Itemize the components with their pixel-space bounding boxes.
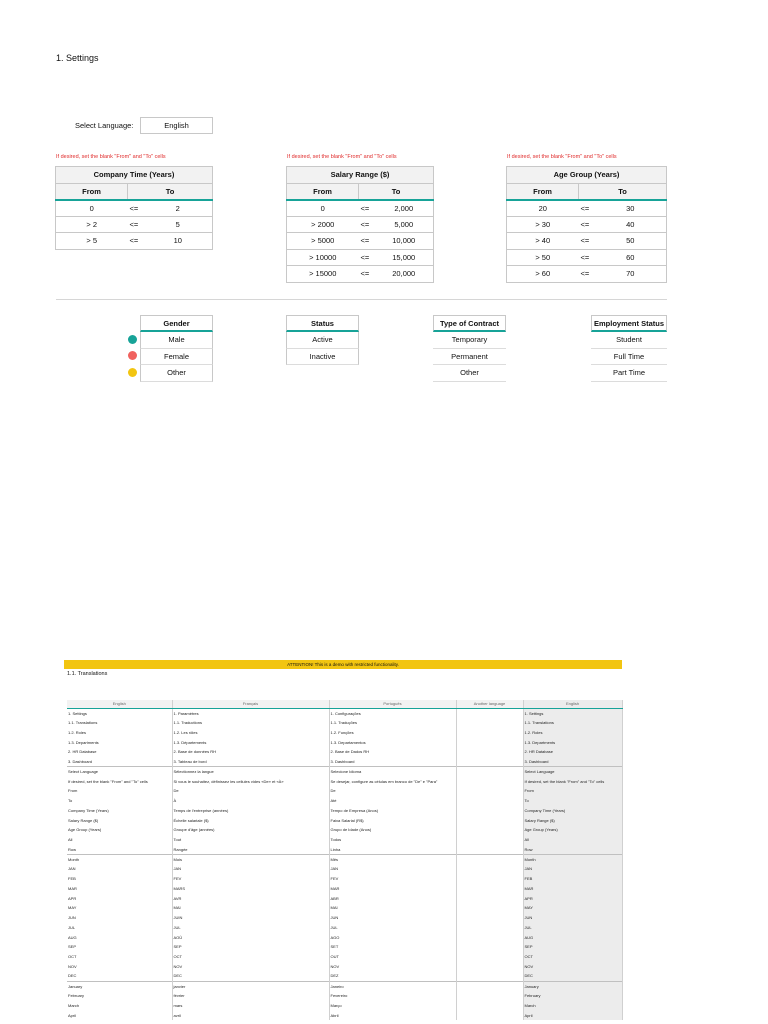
operator-cell: <= <box>359 266 375 283</box>
translation-cell[interactable]: 1.3. Departamentos <box>329 737 456 747</box>
translation-cell[interactable]: Select Language <box>67 767 172 777</box>
from-cell[interactable]: > 2000 <box>287 216 359 233</box>
translation-cell[interactable]: Até <box>329 796 456 806</box>
table-row <box>67 737 622 747</box>
table-row <box>67 767 622 777</box>
to-cell[interactable]: 60 <box>595 249 667 266</box>
list-item[interactable]: Full Time <box>591 349 667 366</box>
operator-cell: <= <box>359 216 375 233</box>
translation-cell[interactable] <box>456 806 523 816</box>
translation-cell[interactable]: February <box>67 991 172 1001</box>
translation-cell[interactable]: MAR <box>523 884 622 894</box>
from-cell[interactable]: 20 <box>507 200 579 217</box>
translation-cell[interactable]: JUL <box>172 923 329 933</box>
table-row <box>507 216 667 233</box>
table-row <box>67 874 622 884</box>
translation-cell[interactable]: 1. Settings <box>67 708 172 718</box>
translation-cell[interactable]: 1.3. Departments <box>67 737 172 747</box>
translation-cell[interactable]: 1.2. Les rôles <box>172 728 329 738</box>
table-row <box>67 845 622 855</box>
list-item[interactable]: Male <box>140 332 213 349</box>
translation-cell[interactable]: Mês <box>329 854 456 864</box>
translation-cell[interactable]: MAY <box>523 903 622 913</box>
company-time-from-header: From <box>56 183 128 200</box>
translation-cell[interactable]: MARS <box>172 884 329 894</box>
translation-cell[interactable] <box>456 718 523 728</box>
list-item[interactable]: Inactive <box>286 349 359 366</box>
translation-cell[interactable]: SEP <box>172 942 329 952</box>
translations-subtitle: 1.1. Translations <box>67 671 108 677</box>
table-row <box>67 776 622 786</box>
translation-cell[interactable]: février <box>172 991 329 1001</box>
employment-title: Employment Status <box>591 315 667 332</box>
translation-cell[interactable]: Month <box>67 854 172 864</box>
translation-cell[interactable]: Si vous le souhaitez, définissez les cellules vides «De» et «À» <box>172 776 329 786</box>
gender-list <box>140 315 213 382</box>
translation-cell[interactable]: OCT <box>523 952 622 962</box>
list-item[interactable]: Part Time <box>591 365 667 382</box>
employment-list <box>591 315 667 382</box>
translation-cell[interactable]: January <box>523 981 622 991</box>
translation-cell[interactable]: Age Group (Years) <box>67 825 172 835</box>
table-row <box>507 266 667 283</box>
operator-cell: <= <box>579 266 595 283</box>
from-cell[interactable]: > 50 <box>507 249 579 266</box>
translation-cell[interactable]: Company Time (Years) <box>523 806 622 816</box>
translation-cell[interactable] <box>456 796 523 806</box>
table-row <box>56 216 213 233</box>
to-cell[interactable]: 2,000 <box>375 200 434 217</box>
table-row <box>507 249 667 266</box>
table-row <box>67 854 622 864</box>
translation-cell[interactable] <box>456 971 523 981</box>
translation-cell[interactable]: NOV <box>172 962 329 972</box>
translation-cell[interactable]: From <box>67 786 172 796</box>
translation-cell[interactable] <box>456 776 523 786</box>
table-row <box>287 216 434 233</box>
list-item[interactable]: Permanent <box>433 349 506 366</box>
column-header-selected-language: English <box>523 700 622 708</box>
company-time-table <box>55 166 213 250</box>
translation-cell[interactable]: JAN <box>67 864 172 874</box>
translation-cell[interactable]: AUG <box>67 932 172 942</box>
translation-cell[interactable]: JUL <box>67 923 172 933</box>
translation-cell[interactable]: Faixa Salarial (R$) <box>329 815 456 825</box>
from-cell[interactable]: > 5000 <box>287 233 359 250</box>
translation-cell[interactable] <box>456 1001 523 1011</box>
translation-cell[interactable]: MAI <box>172 903 329 913</box>
table-row <box>67 806 622 816</box>
translation-cell[interactable]: 1. Configurações <box>329 708 456 718</box>
from-cell[interactable]: > 15000 <box>287 266 359 283</box>
translation-cell[interactable]: 3. Tableau de bord <box>172 757 329 767</box>
translation-cell[interactable]: 1.2. Roles <box>523 728 622 738</box>
translation-cell[interactable]: Selecione Idioma <box>329 767 456 777</box>
translation-cell[interactable]: Março <box>329 1001 456 1011</box>
to-cell[interactable]: 10 <box>144 233 213 250</box>
translation-cell[interactable]: Salary Range ($) <box>67 815 172 825</box>
translation-cell[interactable]: janvier <box>172 981 329 991</box>
translation-cell[interactable]: 3. Dashboard <box>329 757 456 767</box>
translation-cell[interactable]: APR <box>523 893 622 903</box>
language-select[interactable]: English <box>140 117 213 134</box>
translation-cell[interactable]: Company Time (Years) <box>67 806 172 816</box>
translation-cell[interactable]: JUL <box>523 923 622 933</box>
translation-cell[interactable]: 2. Base de Dados RH <box>329 747 456 757</box>
translation-cell[interactable] <box>456 923 523 933</box>
translation-cell[interactable]: SEP <box>67 942 172 952</box>
table-row <box>67 757 622 767</box>
translation-cell[interactable]: JAN <box>523 864 622 874</box>
translation-cell[interactable]: NOV <box>329 962 456 972</box>
translation-cell[interactable]: Grupo de Idade (Anos) <box>329 825 456 835</box>
page-title: 1. Settings <box>56 53 99 63</box>
translation-cell[interactable]: DEC <box>523 971 622 981</box>
table-row <box>67 893 622 903</box>
translation-cell[interactable]: AUG <box>523 932 622 942</box>
translation-cell[interactable]: MAR <box>329 884 456 894</box>
translation-cell[interactable]: Select Language <box>523 767 622 777</box>
translation-cell[interactable]: 2. Base de données RH <box>172 747 329 757</box>
translation-cell[interactable]: FEB <box>67 874 172 884</box>
company-time-title: Company Time (Years) <box>56 167 213 184</box>
translation-cell[interactable]: ABR <box>329 893 456 903</box>
to-cell[interactable]: 5,000 <box>375 216 434 233</box>
list-item[interactable]: Female <box>140 349 213 366</box>
translation-cell[interactable]: March <box>67 1001 172 1011</box>
translation-cell[interactable]: OCT <box>67 952 172 962</box>
translation-cell[interactable]: If desired, set the blank "From" and "To" cells <box>523 776 622 786</box>
table-row <box>67 923 622 933</box>
table-row <box>56 200 213 217</box>
translation-cell[interactable] <box>456 991 523 1001</box>
operator-cell: <= <box>579 200 595 217</box>
operator-cell: <= <box>128 200 144 217</box>
translation-cell[interactable] <box>456 757 523 767</box>
translation-cell[interactable]: 1. Settings <box>523 708 622 718</box>
table-row <box>287 266 434 283</box>
table-row <box>507 233 667 250</box>
translation-cell[interactable]: Row <box>67 845 172 855</box>
translation-cell[interactable]: DEC <box>172 971 329 981</box>
translation-cell[interactable]: April <box>523 1010 622 1020</box>
column-header-portugues: Português <box>329 700 456 708</box>
translation-cell[interactable]: 1.3. Départements <box>172 737 329 747</box>
age-group-title: Age Group (Years) <box>507 167 667 184</box>
translation-cell[interactable] <box>456 854 523 864</box>
translation-cell[interactable] <box>456 952 523 962</box>
translation-cell[interactable]: À <box>172 796 329 806</box>
to-cell[interactable]: 15,000 <box>375 249 434 266</box>
operator-cell: <= <box>579 216 595 233</box>
translation-cell[interactable] <box>456 942 523 952</box>
translation-cell[interactable] <box>456 932 523 942</box>
list-item[interactable]: Other <box>140 365 213 382</box>
table-row <box>67 991 622 1001</box>
table-row <box>67 796 622 806</box>
to-cell[interactable]: 10,000 <box>375 233 434 250</box>
translation-cell[interactable]: NOV <box>523 962 622 972</box>
translation-cell[interactable]: Age Group (Years) <box>523 825 622 835</box>
from-cell[interactable]: > 10000 <box>287 249 359 266</box>
translation-cell[interactable]: Month <box>523 854 622 864</box>
translation-cell[interactable] <box>456 786 523 796</box>
translation-cell[interactable]: March <box>523 1001 622 1011</box>
list-item[interactable]: Student <box>591 332 667 349</box>
translation-cell[interactable] <box>456 884 523 894</box>
translation-cell[interactable]: AOÛ <box>172 932 329 942</box>
table-row <box>67 1010 622 1020</box>
translation-cell[interactable]: 3. Dashboard <box>523 757 622 767</box>
translation-cell[interactable]: Abril <box>329 1010 456 1020</box>
translation-cell[interactable]: De <box>172 786 329 796</box>
age-group-table <box>506 166 667 283</box>
translation-cell[interactable] <box>456 864 523 874</box>
company-time-to-header: To <box>128 183 213 200</box>
translation-cell[interactable]: To <box>67 796 172 806</box>
status-list <box>286 315 359 365</box>
age-group-to-header: To <box>579 183 667 200</box>
table-row <box>56 233 213 250</box>
table-row <box>67 884 622 894</box>
translation-cell[interactable]: JUL <box>329 923 456 933</box>
table-row <box>287 233 434 250</box>
translation-cell[interactable] <box>456 981 523 991</box>
translations-table <box>67 700 623 1020</box>
translation-cell[interactable]: Tempo de Empresa (Anos) <box>329 806 456 816</box>
operator-cell: <= <box>128 233 144 250</box>
translation-cell[interactable]: DEZ <box>329 971 456 981</box>
salary-range-from-header: From <box>287 183 359 200</box>
translation-cell[interactable]: SET <box>329 942 456 952</box>
from-cell[interactable]: > 40 <box>507 233 579 250</box>
table-row <box>287 200 434 217</box>
translation-cell[interactable] <box>456 962 523 972</box>
salary-range-to-header: To <box>359 183 434 200</box>
table-row <box>67 728 622 738</box>
gender-title: Gender <box>140 315 213 332</box>
translation-cell[interactable] <box>456 835 523 845</box>
translation-cell[interactable]: April <box>67 1010 172 1020</box>
translation-cell[interactable] <box>456 767 523 777</box>
translation-cell[interactable] <box>456 708 523 718</box>
list-item[interactable]: Temporary <box>433 332 506 349</box>
translation-cell[interactable]: January <box>67 981 172 991</box>
list-item[interactable]: Other <box>433 365 506 382</box>
demo-warning-banner: ATTENTION! This is a demo with restricted functionality. <box>64 660 622 669</box>
table-row <box>67 962 622 972</box>
translation-cell[interactable]: 1.1. Translations <box>523 718 622 728</box>
translation-cell[interactable]: JAN <box>329 864 456 874</box>
operator-cell: <= <box>359 249 375 266</box>
table-row <box>67 747 622 757</box>
operator-cell: <= <box>128 216 144 233</box>
table-row <box>67 1001 622 1011</box>
gender-male-color-dot <box>128 335 137 344</box>
translation-cell[interactable]: mars <box>172 1001 329 1011</box>
section-divider <box>56 299 667 300</box>
translation-cell[interactable]: JUN <box>67 913 172 923</box>
translation-cell[interactable]: Sélectionnez la langue <box>172 767 329 777</box>
translation-cell[interactable]: JUIN <box>172 913 329 923</box>
translation-cell[interactable]: 1.2. Roles <box>67 728 172 738</box>
translation-cell[interactable]: MAI <box>329 903 456 913</box>
hint-company-time: If desired, set the blank "From" and "To" cells <box>56 154 166 160</box>
translation-cell[interactable]: 3. Dashboard <box>67 757 172 767</box>
translations-header-row <box>67 700 622 708</box>
translation-cell[interactable]: 1.3. Departments <box>523 737 622 747</box>
table-row <box>67 903 622 913</box>
from-cell[interactable]: > 60 <box>507 266 579 283</box>
table-row <box>67 864 622 874</box>
table-row <box>67 913 622 923</box>
translation-cell[interactable] <box>456 728 523 738</box>
column-header-english: English <box>67 700 172 708</box>
age-group-from-header: From <box>507 183 579 200</box>
translation-cell[interactable]: AGO <box>329 932 456 942</box>
to-cell[interactable]: 5 <box>144 216 213 233</box>
table-row <box>67 708 622 718</box>
translation-cell[interactable] <box>456 874 523 884</box>
status-title: Status <box>286 315 359 332</box>
translation-cell[interactable]: JAN <box>172 864 329 874</box>
translation-cell[interactable]: De <box>329 786 456 796</box>
translation-cell[interactable]: 1.1. Translations <box>67 718 172 728</box>
to-cell[interactable]: 30 <box>595 200 667 217</box>
gender-other-color-dot <box>128 368 137 377</box>
to-cell[interactable]: 70 <box>595 266 667 283</box>
translation-cell[interactable]: FEV <box>329 874 456 884</box>
operator-cell: <= <box>359 200 375 217</box>
translation-cell[interactable]: Fevereiro <box>329 991 456 1001</box>
translation-cell[interactable]: OUT <box>329 952 456 962</box>
translation-cell[interactable]: FEV <box>172 874 329 884</box>
operator-cell: <= <box>359 233 375 250</box>
translation-cell[interactable]: From <box>523 786 622 796</box>
translation-cell[interactable]: Todos <box>329 835 456 845</box>
translation-cell[interactable]: Se desejar, configure as células em branco de "De" e "Para" <box>329 776 456 786</box>
translation-cell[interactable]: Row <box>523 845 622 855</box>
hint-salary-range: If desired, set the blank "From" and "To" cells <box>287 154 397 160</box>
translation-cell[interactable]: Temps de l'entreprise (années) <box>172 806 329 816</box>
from-cell[interactable]: > 2 <box>56 216 128 233</box>
table-row <box>67 932 622 942</box>
operator-cell: <= <box>579 233 595 250</box>
table-row <box>67 825 622 835</box>
translation-cell[interactable]: 1.1. Traductions <box>172 718 329 728</box>
table-row <box>67 718 622 728</box>
translation-cell[interactable] <box>456 747 523 757</box>
table-row <box>287 249 434 266</box>
translation-cell[interactable] <box>456 845 523 855</box>
translation-cell[interactable]: Mois <box>172 854 329 864</box>
translation-cell[interactable]: Janeiro <box>329 981 456 991</box>
translation-cell[interactable]: All <box>523 835 622 845</box>
translation-cell[interactable]: Tout <box>172 835 329 845</box>
translation-cell[interactable] <box>456 893 523 903</box>
hint-age-group: If desired, set the blank "From" and "To" cells <box>507 154 617 160</box>
column-header-another-language: Another language <box>456 700 523 708</box>
translation-cell[interactable]: Salary Range ($) <box>523 815 622 825</box>
from-cell[interactable]: > 5 <box>56 233 128 250</box>
translation-cell[interactable]: Groupe d'âge (années) <box>172 825 329 835</box>
contract-title: Type of Contract <box>433 315 506 332</box>
translation-cell[interactable]: If desired, set the blank "From" and "To" cells <box>67 776 172 786</box>
translation-cell[interactable]: 2. HR Database <box>67 747 172 757</box>
translation-cell[interactable] <box>456 1010 523 1020</box>
salary-range-title: Salary Range ($) <box>287 167 434 184</box>
table-row <box>67 981 622 991</box>
translation-cell[interactable]: avril <box>172 1010 329 1020</box>
translation-cell[interactable]: MAY <box>67 903 172 913</box>
translation-cell[interactable]: February <box>523 991 622 1001</box>
column-header-francais: Français <box>172 700 329 708</box>
translation-cell[interactable]: 1.1. Traduções <box>329 718 456 728</box>
table-row <box>67 815 622 825</box>
table-row <box>67 835 622 845</box>
from-cell[interactable]: > 30 <box>507 216 579 233</box>
translation-cell[interactable] <box>456 815 523 825</box>
translation-cell[interactable]: JUN <box>329 913 456 923</box>
from-cell[interactable]: 0 <box>56 200 128 217</box>
translation-cell[interactable]: NOV <box>67 962 172 972</box>
to-cell[interactable]: 20,000 <box>375 266 434 283</box>
translation-cell[interactable]: Rangée <box>172 845 329 855</box>
translation-cell[interactable]: Échelle salariale ($) <box>172 815 329 825</box>
to-cell[interactable]: 50 <box>595 233 667 250</box>
translation-cell[interactable]: 2. HR Database <box>523 747 622 757</box>
select-language-label: Select Language: <box>75 121 134 130</box>
table-row <box>67 971 622 981</box>
gender-female-color-dot <box>128 351 137 360</box>
to-cell[interactable]: 40 <box>595 216 667 233</box>
translation-cell[interactable]: All <box>67 835 172 845</box>
translation-cell[interactable]: DEC <box>67 971 172 981</box>
translation-cell[interactable]: APR <box>67 893 172 903</box>
operator-cell: <= <box>579 249 595 266</box>
salary-range-table <box>286 166 434 283</box>
translation-cell[interactable]: AVR <box>172 893 329 903</box>
translation-cell[interactable] <box>456 737 523 747</box>
table-row <box>67 952 622 962</box>
list-item[interactable]: Active <box>286 332 359 349</box>
translation-cell[interactable]: 1. Paramètres <box>172 708 329 718</box>
table-row <box>67 786 622 796</box>
translation-cell[interactable] <box>456 825 523 835</box>
translation-cell[interactable]: JUN <box>523 913 622 923</box>
table-row <box>507 200 667 217</box>
translation-cell[interactable]: To <box>523 796 622 806</box>
translation-cell[interactable]: 1.2. Funções <box>329 728 456 738</box>
translation-cell[interactable]: MAR <box>67 884 172 894</box>
translation-cell[interactable] <box>456 903 523 913</box>
translation-cell[interactable]: SEP <box>523 942 622 952</box>
translation-cell[interactable]: OCT <box>172 952 329 962</box>
translation-cell[interactable]: FEB <box>523 874 622 884</box>
contract-list <box>433 315 506 382</box>
translation-cell[interactable] <box>456 913 523 923</box>
translation-cell[interactable]: Linha <box>329 845 456 855</box>
table-row <box>67 942 622 952</box>
to-cell[interactable]: 2 <box>144 200 213 217</box>
from-cell[interactable]: 0 <box>287 200 359 217</box>
